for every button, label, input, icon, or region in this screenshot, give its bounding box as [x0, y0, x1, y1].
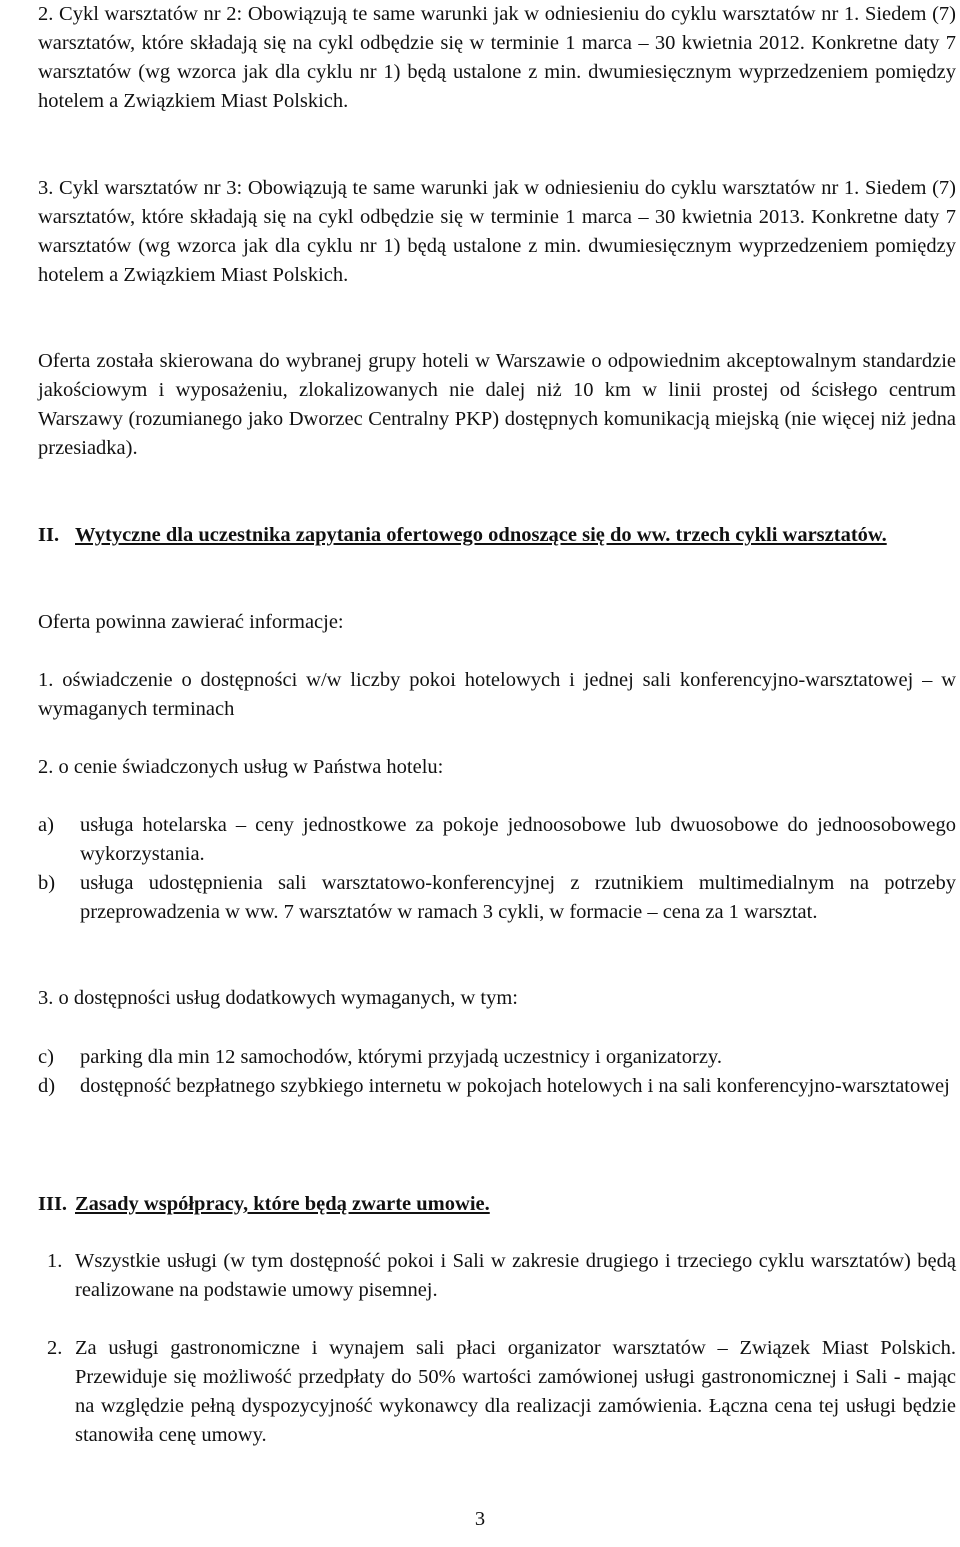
- sub-item-b-text: usługa udostępnienia sali warsztatowo-konferencyjnej z rzutnikiem multimedialnym na potrzeby przeprowadzenia w ww. 7 warsztatów w ramach 3 cykli, w formacie – cena za 1 warsztat.: [80, 872, 956, 923]
- section-2-numeral: II.: [38, 524, 60, 546]
- sub-item-a-label: a): [38, 814, 54, 836]
- cycle-2-paragraph: 2. Cykl warsztatów nr 2: Obowiązują te same warunki jak w odniesieniu do cyklu warsztatów nr 1. Siedem (7) warsztatów, które składają się na cykl odbędzie się w terminie 1 marca – 30 kwietnia 2012. Konkretne daty 7 warsztatów (wg wzorca jak dla cyklu nr 1) będą ustalone z min. dwumiesięcznym wyprzedzeniem pomiędzy hotelem a Związkiem Miast Polskich.: [38, 3, 956, 112]
- section-2-title: Wytyczne dla uczestnika zapytania ofertowego odnoszące się do ww. trzech cykli warsztatów.: [75, 524, 887, 546]
- requirement-2: 2. o cenie świadczonych usług w Państwa hotelu:: [38, 756, 444, 778]
- rule-2-label: 2.: [47, 1337, 63, 1359]
- requirement-1: 1. oświadczenie o dostępności w/w liczby pokoi hotelowych i jednej sali konferencyjno-warsztatowej – w wymaganych terminach: [38, 669, 956, 720]
- sub-item-a: [38, 811, 956, 869]
- offer-paragraph: Oferta została skierowana do wybranej grupy hoteli w Warszawie o odpowiednim akceptowalnym standardzie jakościowym i wyposażeniu, zlokalizowanych nie dalej niż 10 km w linii prostej od ścisłego centrum Warszawy (rozumianego jako Dworzec Centralny PKP) dostępnych komunikacją miejską (nie więcej niż jedna przesiadka).: [38, 350, 956, 459]
- offer-intro: Oferta powinna zawierać informacje:: [38, 611, 344, 633]
- sub-item-b-label: b): [38, 872, 56, 894]
- requirement-3: 3. o dostępności usług dodatkowych wymaganych, w tym:: [38, 987, 518, 1009]
- section-2-heading: [38, 521, 956, 579]
- sub-item-a-text: usługa hotelarska – ceny jednostkowe za pokoje jednoosobowe lub dwuosobowe do jednoosobowego wykorzystania.: [80, 814, 956, 865]
- rule-2: [47, 1334, 956, 1450]
- sub-item-d-label: d): [38, 1075, 56, 1097]
- sub-item-c-text: parking dla min 12 samochodów, którymi przyjadą uczestnicy i organizatorzy.: [80, 1046, 722, 1068]
- section-3-heading: [38, 1190, 956, 1219]
- sub-item-c: [38, 1043, 956, 1072]
- sub-item-d: [38, 1072, 956, 1101]
- rule-1: [47, 1247, 956, 1305]
- rule-1-label: 1.: [47, 1250, 63, 1272]
- section-3-title: Zasady współpracy, które będą zwarte umowie.: [75, 1193, 490, 1215]
- section-3-numeral: III.: [38, 1193, 68, 1215]
- sub-item-c-label: c): [38, 1046, 54, 1068]
- rule-1-text: Wszystkie usługi (w tym dostępność pokoi i Sali w zakresie drugiego i trzeciego cyklu warsztatów) będą realizowane na podstawie umowy pisemnej.: [75, 1250, 956, 1301]
- page-number: 3: [474, 1508, 486, 1530]
- cycle-3-paragraph: 3. Cykl warsztatów nr 3: Obowiązują te same warunki jak w odniesieniu do cyklu warsztatów nr 1. Siedem (7) warsztatów, które składają się na cykl odbędzie się w terminie 1 marca – 30 kwietnia 2013. Konkretne daty 7 warsztatów (wg wzorca jak dla cyklu nr 1) będą ustalone z min. dwumiesięcznym wyprzedzeniem pomiędzy hotelem a Związkiem Miast Polskich.: [38, 177, 956, 286]
- rule-2-text: Za usługi gastronomiczne i wynajem sali płaci organizator warsztatów – Związek Miast Polskich. Przewiduje się możliwość przedpłaty do 50% wartości zamówionej usługi gastronomicznej i Sali - mając na względzie pełną dyspozycyjność wykonawcy dla realizacji zamówienia. Łączna cena tej usługi będzie stanowiła cenę umowy.: [75, 1337, 956, 1446]
- sub-item-d-text: dostępność bezpłatnego szybkiego internetu w pokojach hotelowych i na sali konferencyjno-warsztatowej: [80, 1075, 950, 1097]
- sub-item-b: [38, 869, 956, 927]
